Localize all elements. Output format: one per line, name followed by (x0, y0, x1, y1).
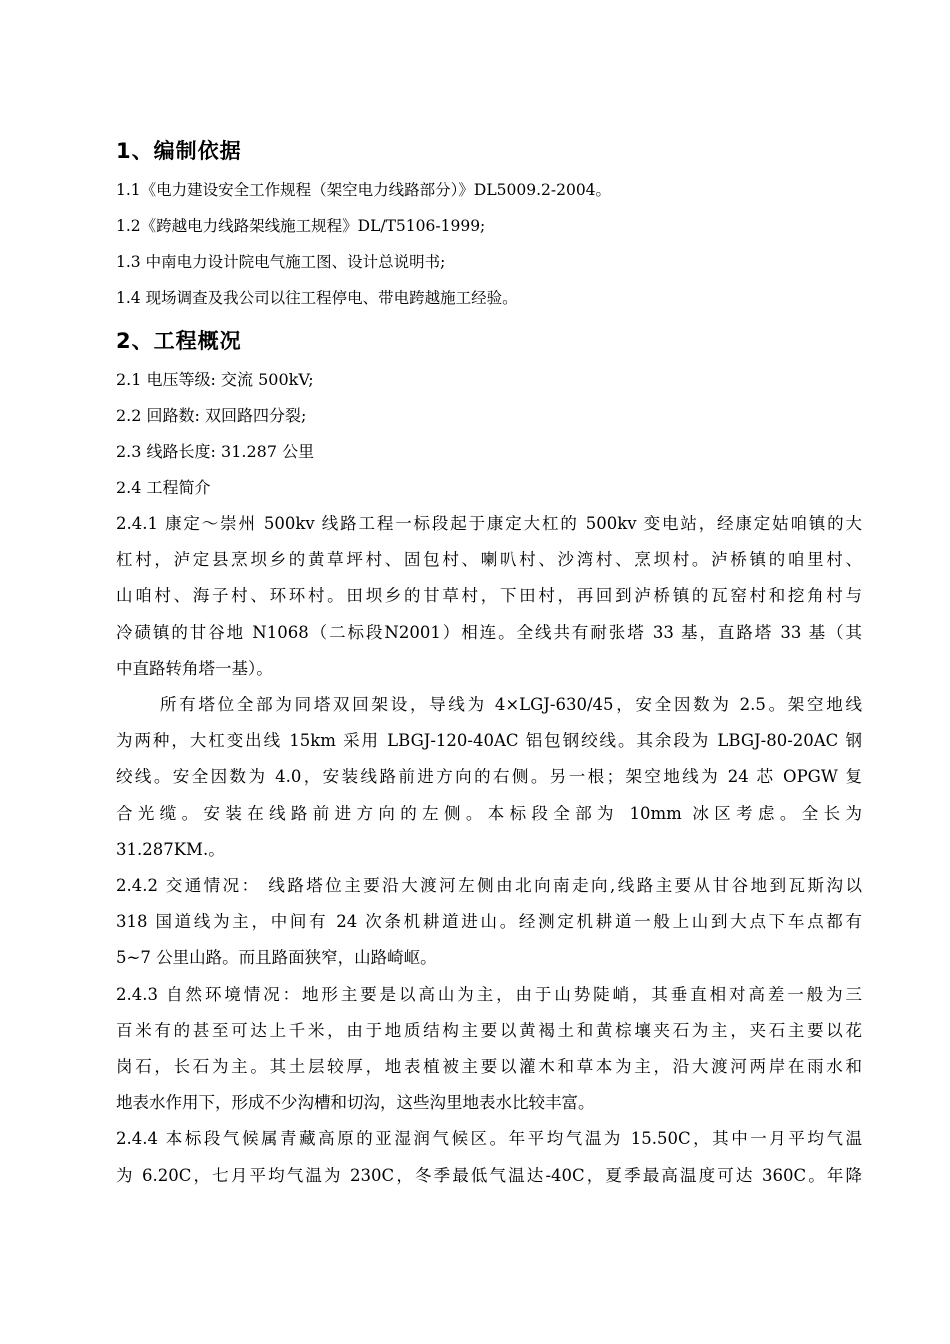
paragraph-2-4-1 (116, 506, 862, 687)
paragraph-line: 31.287KM.。 (116, 839, 225, 859)
paragraph-line: 5~7 公里山路。而且路面狭窄，山路崎岖。 (116, 948, 437, 968)
document-page (116, 130, 862, 1194)
paragraph-line: 山咱村、海子村、环环村。田坝乡的甘草村，下田村，再回到泸桥镇的瓦窑村和挖角村与 (116, 586, 862, 606)
paragraph-tower-details (116, 687, 862, 868)
paragraph-line: 2.4.1 康定～崇州 500kv 线路工程一标段起于康定大杠的 500kv 变电站，经康定姑咱镇的大 (116, 514, 862, 533)
paragraph-line: 冷碛镇的甘谷地 N1068（二标段N2001）相连。全线共有耐张塔 33 基，直路塔 33 基（其 (116, 622, 862, 642)
paragraph-line: 2.4.4 本标段气候属青藏高原的亚湿润气候区。年平均气温为 15.50C，其中一月平均气温 (116, 1129, 862, 1149)
section-2-heading: 2、工程概况 (116, 329, 242, 353)
paragraph-2-4-4 (116, 1121, 862, 1193)
line-length: 2.3 线路长度: 31.287 公里 (116, 442, 315, 461)
paragraph-2-4-3 (116, 977, 862, 1122)
paragraph-2-4-2 (116, 868, 862, 977)
circuit-count: 2.2 回路数: 双回路四分裂; (116, 406, 307, 425)
basis-item-2: 1.2《跨越电力线路架线施工规程》DL/T5106-1999; (116, 217, 486, 235)
paragraph-line: 地表水作用下，形成不少沟槽和切沟，这些沟里地表水比较丰富。 (116, 1093, 595, 1113)
voltage-level: 2.1 电压等级: 交流 500kV; (116, 370, 314, 389)
paragraph-line: 岗石，长石为主。其土层较厚，地表植被主要以灌木和草本为主，沿大渡河两岸在雨水和 (116, 1057, 862, 1077)
paragraph-line: 2.4.2 交通情况： 线路塔位主要沿大渡河左侧由北向南走向,线路主要从甘谷地到瓦斯沟以 (116, 876, 862, 896)
paragraph-line: 绞线。安全因数为 4.0，安装线路前进方向的右侧。另一根；架空地线为 24 芯 OPGW 复 (116, 767, 862, 787)
basis-item-4: 1.4 现场调查及我公司以往工程停电、带电跨越施工经验。 (116, 289, 518, 307)
paragraph-line: 中直路转角塔一基）。 (116, 658, 273, 678)
paragraph-line: 合光缆。安装在线路前进方向的左侧。本标段全部为 10mm 冰区考虑。全长为 (116, 803, 862, 823)
project-intro-heading: 2.4 工程简介 (116, 478, 211, 497)
paragraph-line: 318 国道线为主，中间有 24 次条机耕道进山。经测定机耕道一般上山到大点下车点都有 (116, 912, 862, 932)
paragraph-line: 2.4.3 自然环境情况：地形主要是以高山为主，由于山势陡峭，其垂直相对高差一般为三 (116, 984, 862, 1004)
section-1-heading: 1、编制依据 (116, 139, 242, 163)
paragraph-line: 杠村，泸定县烹坝乡的黄草坪村、固包村、喇叭村、沙湾村、烹坝村。泸桥镇的咱里村、 (116, 550, 862, 570)
basis-item-3: 1.3 中南电力设计院电气施工图、设计总说明书; (116, 253, 446, 271)
paragraph-line: 百米有的甚至可达上千米，由于地质结构主要以黄褐土和黄棕壤夹石为主，夹石主要以花 (116, 1020, 862, 1040)
paragraph-line: 为两种，大杠变出线 15km 采用 LBGJ-120-40AC 铝包钢绞线。其余段为 LBGJ-80-20AC 钢 (116, 731, 862, 751)
paragraph-line: 所有塔位全部为同塔双回架设，导线为 4×LGJ-630/45，安全因数为 2.5。架空地线 (160, 695, 862, 715)
paragraph-line: 为 6.20C，七月平均气温为 230C，冬季最低气温达-40C，夏季最高温度可达 360C。年降 (116, 1165, 862, 1185)
basis-item-1: 1.1《电力建设安全工作规程（架空电力线路部分）》DL5009.2-2004。 (116, 181, 612, 199)
